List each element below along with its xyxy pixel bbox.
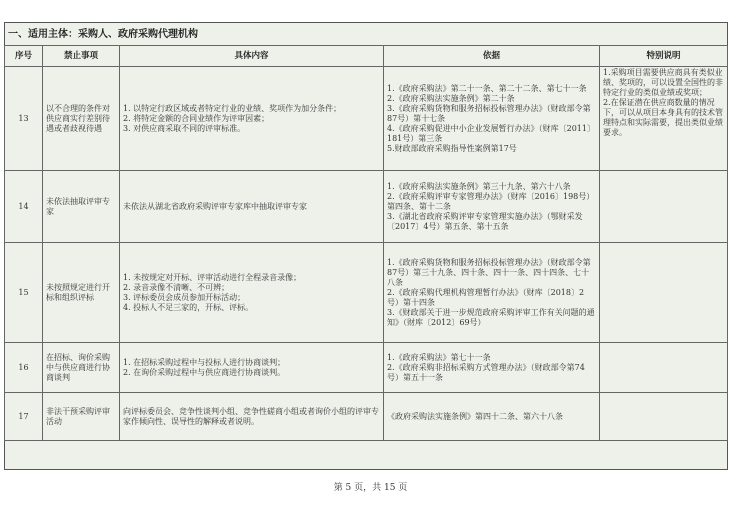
table-row xyxy=(5,171,728,243)
cell-note xyxy=(600,343,728,393)
content-line: 未依法从湖北省政府采购评审专家库中抽取评审专家 xyxy=(123,201,307,211)
basis-line: 1.《政府采购法》第二十一条、第二十二条、第七十一条 xyxy=(387,83,587,93)
note-line: 1.采购项目需要供应商具有类似业绩、奖项的，可以设置全国性的非特定行业的类似业绩或奖项； xyxy=(603,68,723,97)
cell-basis xyxy=(384,243,600,343)
cell-note xyxy=(600,67,728,171)
section-title: 一、适用主体：采购人、政府采购代理机构 xyxy=(8,29,198,40)
cell-note xyxy=(600,243,728,343)
cell-content xyxy=(120,171,384,243)
basis-line: 5.财政部政府采购指导性案例第17号 xyxy=(387,143,517,153)
cell-content xyxy=(120,243,384,343)
header-content: 具体内容 xyxy=(120,46,384,67)
basis-line: 1.《政府采购法》第七十一条 xyxy=(387,352,491,362)
content-line: 1. 在招标采购过程中与投标人进行协商谈判； xyxy=(123,357,286,367)
table-row xyxy=(5,393,728,441)
cell-content xyxy=(120,67,384,171)
content-line: 1. 未按规定对开标、评审活动进行全程录音录像； xyxy=(123,272,302,282)
table-row xyxy=(5,243,728,343)
cell-note xyxy=(600,393,728,441)
basis-line: 2.《政府采购非招标采购方式管理办法》（财政部令第74号）第五十一条 xyxy=(387,362,585,382)
content-line: 4. 投标人不足三家的，开标、评标。 xyxy=(123,302,254,312)
cell-prohibited: 非法干预采购评审活动 xyxy=(43,393,120,441)
cell-basis xyxy=(384,393,600,441)
basis-line: 1.《政府采购法实施条例》第三十九条、第六十八条 xyxy=(387,181,571,191)
cell-no: 16 xyxy=(5,343,43,393)
cell-no: 14 xyxy=(5,171,43,243)
header-prohibited: 禁止事项 xyxy=(43,46,120,67)
cell-prohibited: 以不合理的条件对供应商实行差别待遇或者歧视待遇 xyxy=(43,67,120,171)
content-line: 2. 在询价采购过程中与供应商进行协商谈判。 xyxy=(123,367,286,377)
basis-line: 3.《政府采购货物和服务招标投标管理办法》（财政部令第87号）第十七条 xyxy=(387,103,591,123)
content-line: 3. 评标委员会成员参加开标活动； xyxy=(123,292,246,302)
basis-line: 1.《政府采购货物和服务招标投标管理办法》（财政部令第87号）第三十九条、四十条、四十一条、四十四条、七十八条 xyxy=(387,257,591,287)
cell-content xyxy=(120,393,384,441)
basis-line: 2.《政府采购评审专家管理办法》（财库〔2016〕198号）第四条、第十二条 xyxy=(387,191,595,211)
cell-no: 13 xyxy=(5,67,43,171)
cell-prohibited: 未按照规定进行开标和组织评标 xyxy=(43,243,120,343)
header-note: 特别说明 xyxy=(600,46,728,67)
basis-line: 3.《湖北省政府采购评审专家管理实施办法》（鄂财采发〔2017〕4号）第五条、第十五条 xyxy=(387,211,583,231)
header-basis: 依据 xyxy=(384,46,600,67)
cell-no: 17 xyxy=(5,393,43,441)
table-row xyxy=(5,343,728,393)
basis-line: 《政府采购法实施条例》第四十二条、第六十八条 xyxy=(387,411,563,421)
cell-note xyxy=(600,171,728,243)
page-footer: 第 5 页，共 15 页 xyxy=(333,483,408,493)
cell-prohibited: 在招标、询价采购中与供应商进行协商谈判 xyxy=(43,343,120,393)
basis-line: 2.《政府采购代理机构管理暂行办法》（财库〔2018〕2号）第十四条 xyxy=(387,287,585,307)
cell-basis xyxy=(384,67,600,171)
prohibited-items-table xyxy=(4,45,728,441)
content-line: 3. 对供应商采取不同的评审标准。 xyxy=(123,123,246,133)
basis-line: 4.《政府采购促进中小企业发展暂行办法》（财库〔2011〕181号）第三条 xyxy=(387,123,595,143)
table-header-row xyxy=(5,46,728,67)
cell-basis xyxy=(384,171,600,243)
content-line: 2. 录音录像不清晰、不可辨； xyxy=(123,282,230,292)
content-line: 向评标委员会、竞争性谈判小组、竞争性磋商小组或者询价小组的评审专家作倾向性、误导性的解释或者说明。 xyxy=(123,406,379,426)
content-line: 2. 将特定金额的合同业绩作为评审因素； xyxy=(123,113,270,123)
content-line: 1. 以特定行政区域或者特定行业的业绩、奖项作为加分条件； xyxy=(123,103,342,113)
basis-line: 2.《政府采购法实施条例》第二十条 xyxy=(387,93,515,103)
table-row xyxy=(5,67,728,171)
cell-basis xyxy=(384,343,600,393)
basis-line: 3.《财政部关于进一步规范政府采购评审工作有关问题的通知》（财库〔2012〕69号） xyxy=(387,307,595,327)
cell-no: 15 xyxy=(5,243,43,343)
cell-prohibited: 未依法抽取评审专家 xyxy=(43,171,120,243)
note-line: 2.在保证潜在供应商数量的情况下，可以从项目本身具有的技术管理特点和实际需要，提出类似业绩要求。 xyxy=(603,98,723,137)
header-no: 序号 xyxy=(5,46,43,67)
cell-content xyxy=(120,343,384,393)
